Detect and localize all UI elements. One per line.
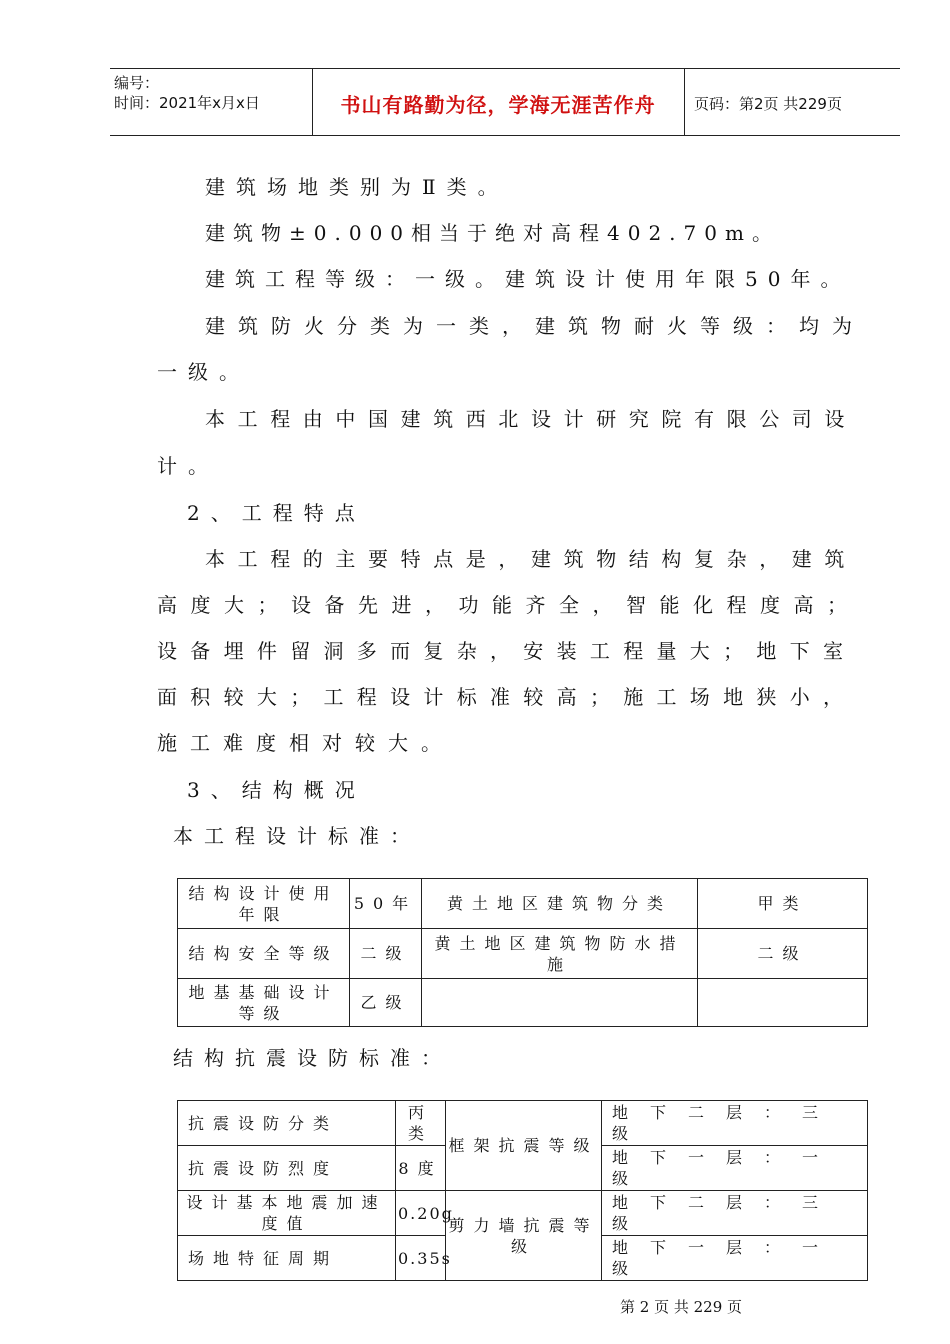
- table-row: [178, 1191, 868, 1236]
- paragraph-features-3: 设备埋件留洞多而复杂，安装工程量大；地下室: [157, 639, 857, 663]
- table-row: [178, 879, 868, 929]
- header-motto: 书山有路勤为径，学海无涯苦作舟: [340, 93, 656, 117]
- paragraph-designer-cont: 计。: [157, 454, 219, 478]
- table-cell: 地下一层：一级: [602, 1236, 868, 1281]
- paragraph-fire-class: 建筑防火分类为一类，建筑物耐火等级：均为: [205, 314, 865, 338]
- table-cell: 甲类: [698, 879, 868, 929]
- section-heading-structure: 3、结构概况: [187, 778, 366, 802]
- table-cell: [422, 979, 698, 1027]
- table-cell: 抗震设防分类: [178, 1101, 396, 1146]
- table-cell: 乙级: [350, 979, 422, 1027]
- header-page-label: 页码：第2页 共229页: [694, 95, 842, 113]
- table-cell: 地基基础设计等级: [178, 979, 350, 1027]
- header-divider: [684, 69, 685, 135]
- table-cell: 50年: [350, 879, 422, 929]
- table-cell: 二级: [698, 929, 868, 979]
- paragraph-features-2: 高度大；设备先进，功能齐全，智能化程度高；: [157, 593, 861, 617]
- table-cell: 二级: [350, 929, 422, 979]
- page-footer: 第 2 页 共 229 页: [620, 1298, 743, 1316]
- design-standard-table: [177, 878, 868, 1027]
- table-cell: [698, 979, 868, 1027]
- header-meta: [114, 73, 260, 113]
- paragraph-designer: 本工程由中国建筑西北设计研究院有限公司设: [205, 407, 857, 431]
- seismic-standard-title: 结构抗震设防标准：: [173, 1046, 452, 1070]
- table-cell: 黄土地区建筑物防水措施: [422, 929, 698, 979]
- table-cell: 地下一层：一级: [602, 1146, 868, 1191]
- table-cell: 丙类: [396, 1101, 446, 1146]
- table-cell: 地下二层：三级: [602, 1191, 868, 1236]
- table-cell: 黄土地区建筑物分类: [422, 879, 698, 929]
- paragraph-grade: 建筑工程等级：一级。建筑设计使用年限50年。: [205, 267, 851, 291]
- design-standard-title: 本工程设计标准：: [173, 824, 421, 848]
- paragraph-elevation: 建筑物±0.000相当于绝对高程402.70m。: [205, 221, 780, 245]
- paragraph-features-1: 本工程的主要特点是，建筑物结构复杂，建筑: [205, 547, 857, 571]
- section-heading-features: 2、工程特点: [187, 501, 366, 525]
- paragraph-features-4: 面积较大；工程设计标准较高；施工场地狭小，: [157, 685, 857, 709]
- paragraph-fire-class-cont: 一级。: [157, 360, 250, 384]
- table-cell: 结构设计使用年限: [178, 879, 350, 929]
- table-cell: 结构安全等级: [178, 929, 350, 979]
- paragraph-features-5: 施工难度相对较大。: [157, 731, 454, 755]
- table-cell: 场地特征周期: [178, 1236, 396, 1281]
- table-cell: 0.35s: [396, 1236, 446, 1281]
- seismic-standard-table: [177, 1100, 868, 1281]
- paragraph-site-class: 建筑场地类别为Ⅱ类。: [205, 175, 509, 199]
- frame-seismic-grade: 框架抗震等级: [446, 1101, 602, 1191]
- shear-wall-seismic-grade: 剪力墙抗震等级: [446, 1191, 602, 1281]
- table-cell: 地下二层：三级: [602, 1101, 868, 1146]
- table-row: [178, 979, 868, 1027]
- number-label: 编号：: [114, 74, 160, 92]
- table-cell: 设计基本地震加速度值: [178, 1191, 396, 1236]
- table-row: [178, 929, 868, 979]
- table-cell: 8度: [396, 1146, 446, 1191]
- table-cell: 0.20g: [396, 1191, 446, 1236]
- table-row: [178, 1101, 868, 1146]
- table-cell: 抗震设防烈度: [178, 1146, 396, 1191]
- page-header: [110, 68, 900, 136]
- time-label: 时间：2021年x月x日: [114, 94, 260, 112]
